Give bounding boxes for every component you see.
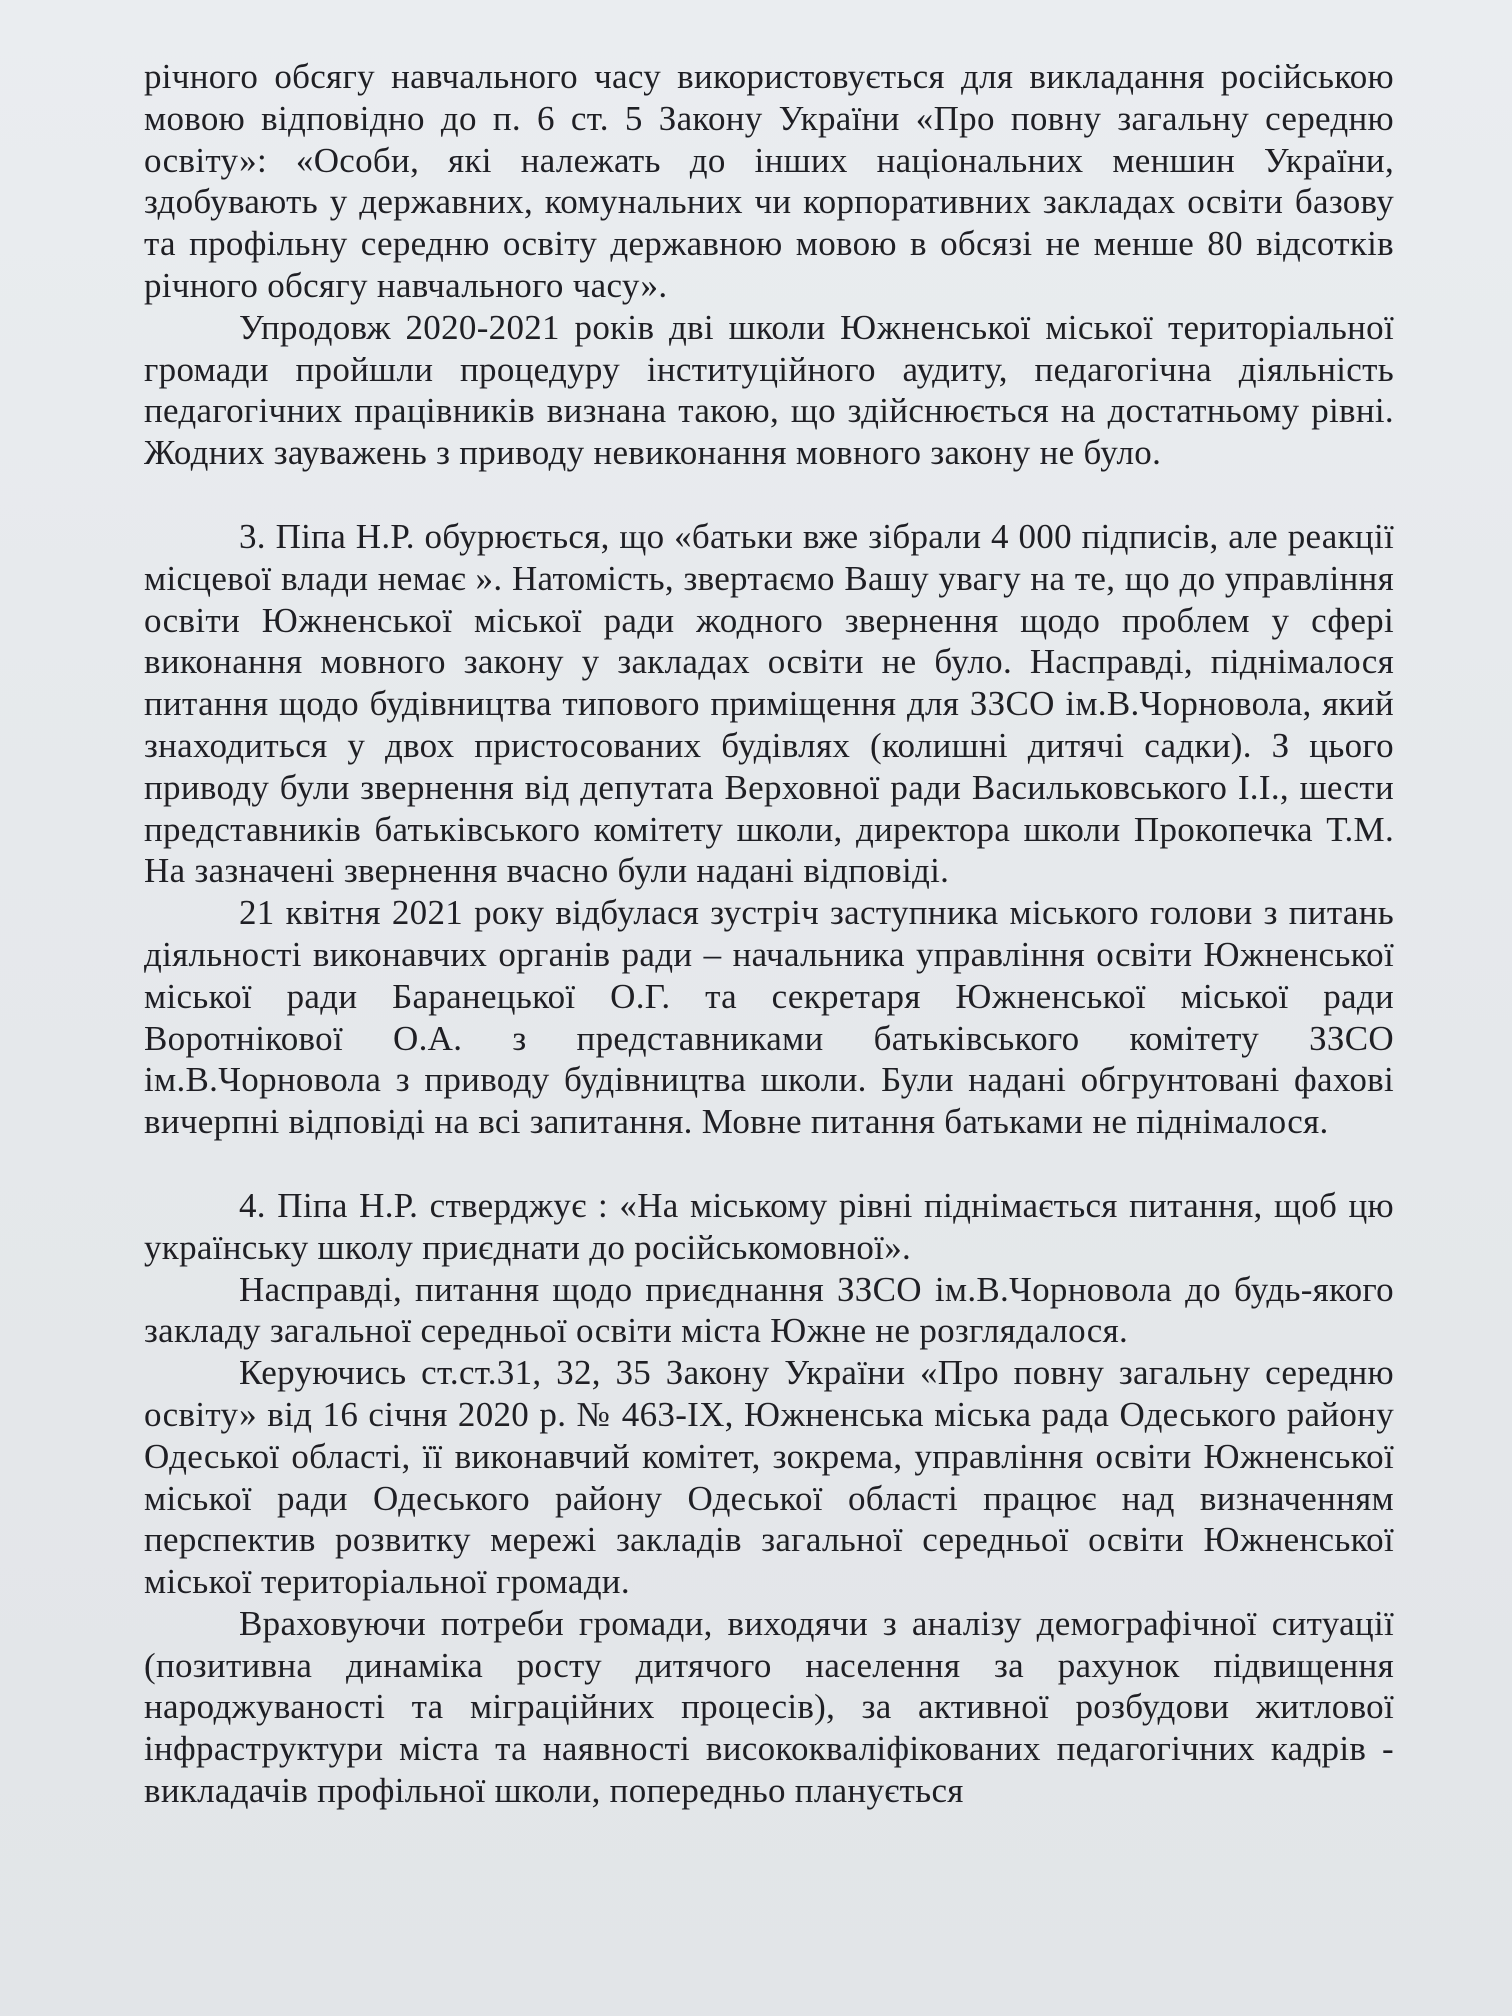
paragraph-merger-not-considered: Насправді, питання щодо приєднання ЗЗСО ім.В.Чорновола до будь-якого закладу загальної середньої освіти міста Южне не розглядалося. (144, 1269, 1394, 1351)
paragraph-meeting-april-2021: 21 квітня 2021 року відбулася зустріч заступника міського голови з питань діяльності виконавчих органів ради – начальника управління освіти Южненської міської ради Баранецької О.Г. та секретаря Южненської міської ради Воротнікової О.А. з представниками батьківського комітету ЗЗСО ім.В.Чорновола з приводу будівництва школи. Були надані обгрунтовані фахові вичерпні відповіді на всі запитання. Мовне питання батьками не піднімалося. (144, 893, 1394, 1142)
paragraph-continuation: річного обсягу навчального часу використовується для викладання російською мовою відповідно до п. 6 ст. 5 Закону України «Про повну загальну середню освіту»: «Особи, які належать до інших національних меншин України, здобувають у державних, комунальних чи корпоративних закладах освіти базову та профільну середню освіту державною мовою в обсязі не менше 80 відсотків річного обсягу навчального часу». (144, 57, 1394, 305)
paragraph-law-reference: Керуючись ст.ст.31, 32, 35 Закону України «Про повну загальну середню освіту» від 16 січня 2020 р. № 463-IX, Южненська міська рада Одеського району Одеської області, її виконавчий комітет, зокрема, управління освіти Южненської міської ради Одеського району Одеської області працює над визначенням перспектив розвитку мережі закладів загальної середньої освіти Южненської міської територіальної громади. (144, 1353, 1394, 1602)
paragraph-community-needs: Враховуючи потреби громади, виходячи з аналізу демографічної ситуації (позитивна динаміка росту дитячого населення за рахунок підвищення народжуваності та міграційних процесів), за активної розбудови житлової інфраструктури міста та наявності висококваліфікованих педагогічних кадрів - викладачів профільної школи, попередньо планується (144, 1603, 1394, 1811)
paragraph-institutional-audit: Упродовж 2020-2021 років дві школи Южненської міської територіальної громади пройшли процедуру інституційного аудиту, педагогічна діяльність педагогічних працівників визнана такою, що здійснюється на достатньому рівні. Жодних зауважень з приводу невиконання мовного закону не було. (144, 307, 1394, 473)
paragraph-point-4: 4. Піпа Н.Р. стверджує : «На міському рівні піднімається питання, щоб цю українську школу приєднати до російськомовної». (144, 1185, 1394, 1267)
paragraph-point-3: 3. Піпа Н.Р. обурюється, що «батьки вже зібрали 4 000 підписів, але реакції місцевої влади немає ». Натомість, звертаємо Вашу увагу на те, що до управління освіти Южненської міської ради жодного звернення щодо проблем у сфері виконання мовного закону у закладах освіти не було. Насправді, піднімалося питання щодо будівництва типового приміщення для ЗЗСО ім.В.Чорновола, який знаходиться у двох пристосованих будівлях (колишні дитячі садки). З цього приводу були звернення від депутата Верховної ради Васильковського І.І., шести представників батьківського комітету школи, директора школи Прокопечка Т.М. На зазначені звернення вчасно були надані відповіді. (144, 516, 1394, 891)
